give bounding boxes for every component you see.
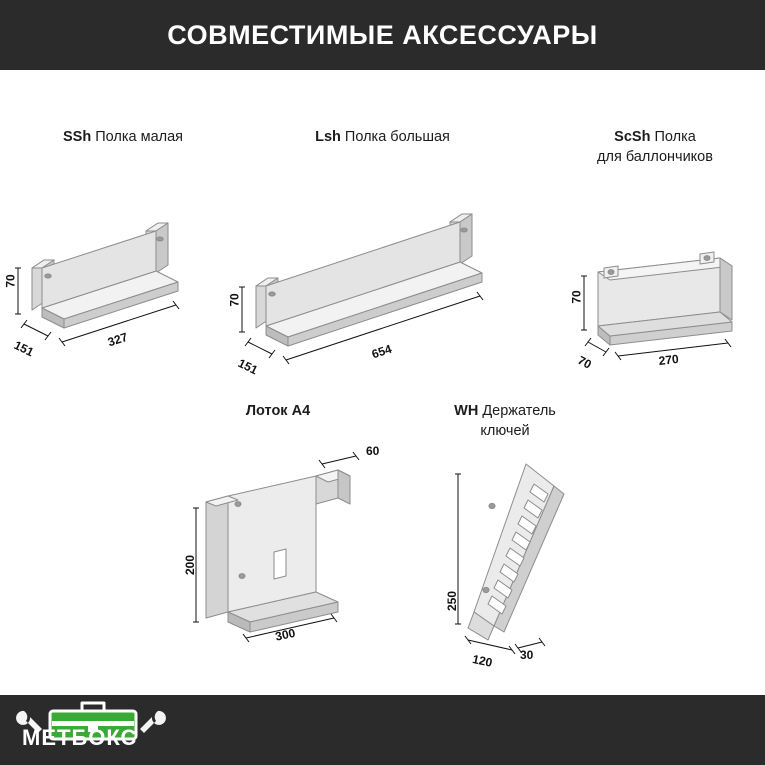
product-card-lsh bbox=[250, 128, 515, 148]
brand-logo[interactable] bbox=[8, 699, 178, 761]
product-label-lsh bbox=[250, 128, 515, 148]
dimension-tray-depth: 60 bbox=[366, 444, 380, 458]
product-name-ssh: Полка малая bbox=[95, 129, 184, 145]
product-figure-scsh bbox=[570, 190, 765, 380]
product-label-tray bbox=[178, 402, 378, 422]
product-card-scsh bbox=[560, 128, 750, 167]
dimension-scsh-height: 70 bbox=[569, 290, 584, 304]
page-title: СОВМЕСТИМЫЕ АКСЕССУАРЫ bbox=[167, 19, 598, 50]
product-label-wh bbox=[410, 402, 600, 441]
product-label-scsh bbox=[560, 128, 750, 167]
product-code-tray: Лоток bbox=[245, 403, 288, 419]
dimension-ssh-depth: 151 bbox=[11, 338, 37, 360]
dimension-tray-height: 200 bbox=[183, 554, 198, 576]
product-code-ssh: SSh bbox=[62, 129, 92, 145]
product-label-ssh bbox=[18, 128, 228, 148]
product-code-lsh: Lsh bbox=[315, 129, 341, 145]
product-code-scsh: ScSh bbox=[614, 129, 651, 145]
dimension-ssh-height: 70 bbox=[3, 274, 18, 288]
product-code-wh: WH bbox=[454, 403, 479, 419]
brand-name: МЕТБОКС bbox=[22, 725, 138, 750]
product-card-tray bbox=[178, 402, 378, 422]
dimension-lsh-height: 70 bbox=[227, 293, 242, 307]
dimension-lsh-width: 654 bbox=[370, 341, 394, 362]
dimension-lsh-depth: 151 bbox=[235, 356, 261, 378]
tray-a4-drawing bbox=[170, 442, 400, 642]
wrench-holder-drawing bbox=[430, 442, 610, 652]
product-name-wh-line2: ключей bbox=[480, 422, 530, 439]
shelf-spraycan-drawing bbox=[570, 190, 765, 380]
dimension-scsh-depth: 70 bbox=[575, 353, 594, 372]
dimension-wh-width: 120 bbox=[471, 652, 494, 670]
product-figure-lsh bbox=[227, 190, 522, 380]
page-footer bbox=[0, 695, 765, 765]
product-name-lsh: Полка большая bbox=[344, 129, 450, 145]
accessories-diagram bbox=[0, 70, 765, 695]
product-name-wh: Держатель bbox=[482, 403, 556, 419]
product-card-ssh bbox=[18, 128, 228, 148]
dimension-tray-width: 300 bbox=[274, 625, 297, 644]
product-figure-tray bbox=[170, 442, 400, 642]
dimension-wh-height: 250 bbox=[445, 590, 460, 612]
dimension-ssh-width: 327 bbox=[106, 329, 130, 350]
dimension-wh-depth: 30 bbox=[520, 648, 534, 662]
dimension-scsh-width: 270 bbox=[658, 351, 680, 368]
product-name-tray: A4 bbox=[291, 403, 311, 419]
product-card-wh bbox=[410, 402, 600, 441]
product-figure-ssh bbox=[3, 190, 230, 380]
product-figure-wh bbox=[430, 442, 610, 670]
page-header bbox=[0, 0, 765, 70]
product-name-scsh: Полка bbox=[654, 129, 696, 145]
shelf-small-drawing bbox=[10, 190, 230, 380]
product-name-scsh-line2: для баллончиков bbox=[597, 148, 713, 165]
